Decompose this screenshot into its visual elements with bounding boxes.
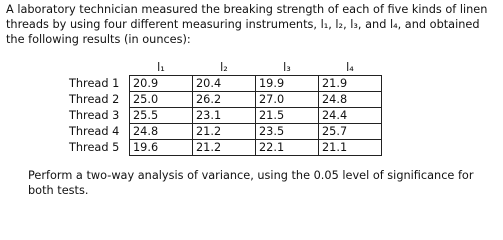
row-label: Thread 1 <box>69 77 120 90</box>
table-cell: 24.4 <box>319 108 382 124</box>
column-header: l₃ <box>283 61 291 74</box>
table-cell: 24.8 <box>319 92 382 108</box>
table-row <box>69 140 382 156</box>
table-cell: 21.1 <box>319 140 382 156</box>
table-cell: 27.0 <box>256 92 319 108</box>
table-cell: 21.2 <box>193 124 256 140</box>
breaking-strength-table <box>69 60 382 156</box>
header-corner <box>69 60 130 76</box>
row-label: Thread 2 <box>69 93 120 106</box>
table-cell: 20.9 <box>130 76 193 92</box>
row-label: Thread 3 <box>69 109 120 122</box>
table-row <box>69 124 382 140</box>
row-label: Thread 5 <box>69 141 120 154</box>
table-cell: 22.1 <box>256 140 319 156</box>
table-cell: 25.5 <box>130 108 193 124</box>
table-cell: 25.7 <box>319 124 382 140</box>
table-row <box>69 76 382 92</box>
column-header: l₂ <box>220 61 228 74</box>
table-row <box>69 92 382 108</box>
table-cell: 23.1 <box>193 108 256 124</box>
column-header: l₄ <box>346 61 354 74</box>
problem-instruction: Perform a two-way analysis of variance, using the 0.05 level of significance for both tests. <box>28 169 474 197</box>
problem-intro: A laboratory technician measured the breaking strength of each of five kinds of linen threads by using four different measuring instruments, l₁, l₂, l₃, and l₄, and obtained the following results (in ounces): <box>6 3 488 46</box>
row-label: Thread 4 <box>69 125 120 138</box>
table-cell: 24.8 <box>130 124 193 140</box>
table-cell: 21.2 <box>193 140 256 156</box>
table-cell: 26.2 <box>193 92 256 108</box>
table-header-row <box>69 60 382 76</box>
table-cell: 23.5 <box>256 124 319 140</box>
table-cell: 20.4 <box>193 76 256 92</box>
column-header: l₁ <box>157 61 165 74</box>
table-cell: 21.5 <box>256 108 319 124</box>
table-cell: 19.6 <box>130 140 193 156</box>
table-row <box>69 108 382 124</box>
table-cell: 25.0 <box>130 92 193 108</box>
table-cell: 21.9 <box>319 76 382 92</box>
table-cell: 19.9 <box>256 76 319 92</box>
